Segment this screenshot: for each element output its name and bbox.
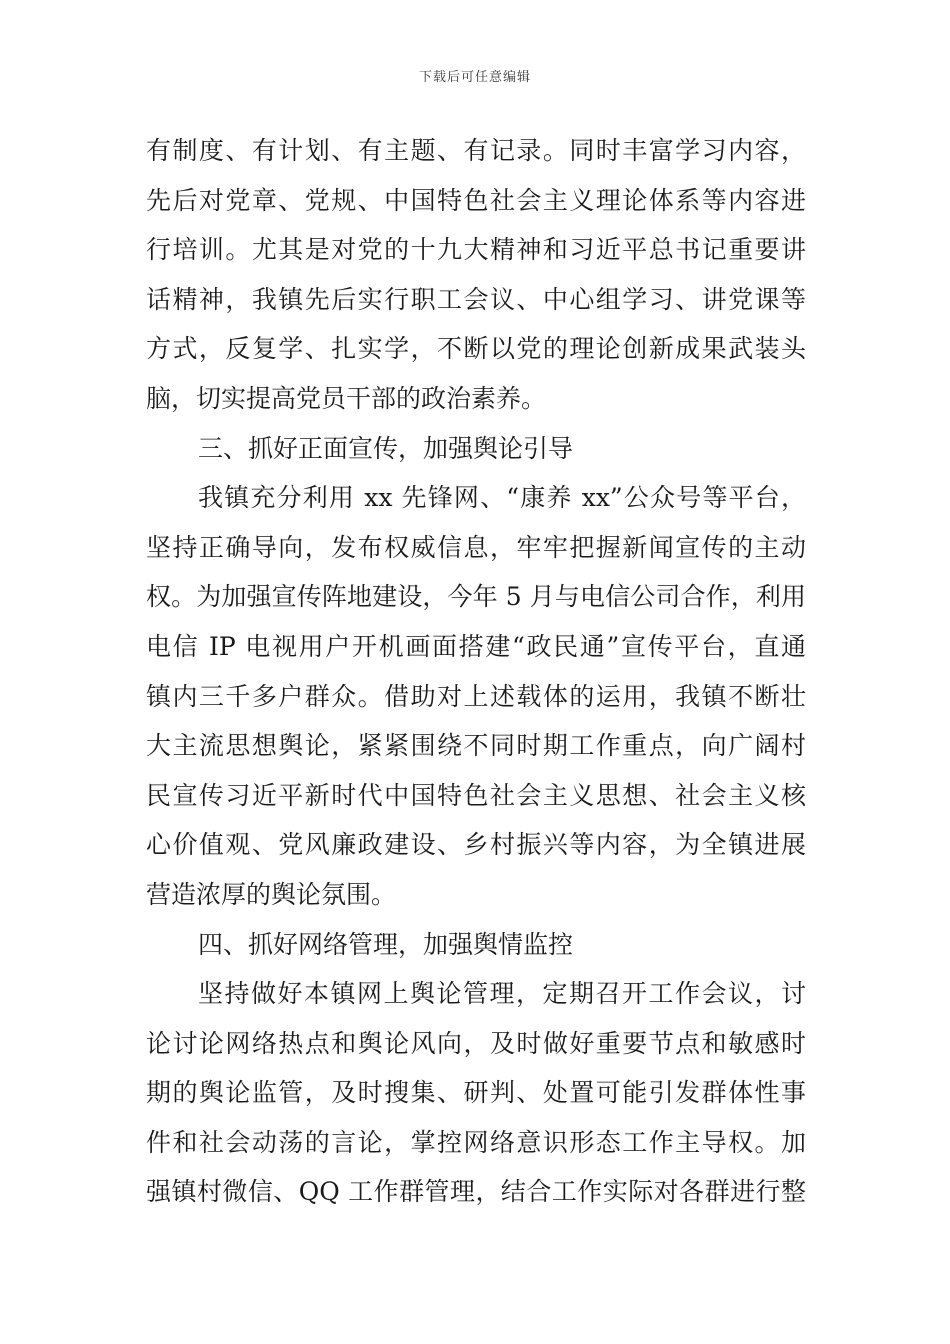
text-line: 坚持正确导向，发布权威信息，牢牢把握新闻宣传的主动 — [146, 532, 806, 562]
text-line: 心价值观、党风廉政建设、乡村振兴等内容，为全镇进展 — [146, 830, 806, 860]
text-line: 有制度、有计划、有主题、有记录。同时丰富学习内容， — [146, 136, 806, 165]
text-line: 我镇充分利用 xx 先锋网、“康养 xx”公众号等平台， — [198, 483, 806, 513]
text-line: 权。为加强宣传阵地建设，今年 5 月与电信公司合作，利用 — [146, 582, 806, 612]
document-body — [146, 126, 806, 1217]
text-line: 民宣传习近平新时代中国特色社会主义思想、社会主义核 — [146, 780, 806, 810]
section-heading: 四、抓好网络管理，加强舆情监控 — [198, 929, 574, 959]
text-line: 大主流思想舆论，紧紧围绕不同时期工作重点，向广阔村 — [146, 731, 806, 761]
text-line: 镇内三千多户群众。借助对上述载体的运用，我镇不断壮 — [146, 681, 806, 711]
text-line: 行培训。尤其是对党的十九大精神和习近平总书记重要讲 — [146, 235, 806, 265]
text-line: 营造浓厚的舆论氛围。 — [146, 879, 397, 909]
text-line: 强镇村微信、QQ 工作群管理，结合工作实际对各群进行整 — [146, 1177, 806, 1207]
page-header: 下载后可任意编辑 — [418, 70, 531, 85]
text-line: 坚持做好本镇网上舆论管理，定期召开工作会议，讨 — [198, 979, 806, 1009]
text-line: 件和社会动荡的言论，掌控网络意识形态工作主导权。加 — [146, 1127, 806, 1157]
text-line: 方式，反复学、扎实学，不断以党的理论创新成果武装头 — [146, 334, 806, 364]
text-line: 脑，切实提高党员干部的政治素养。 — [146, 383, 547, 413]
text-line: 论讨论网络热点和舆论风向，及时做好重要节点和敏感时 — [146, 1028, 806, 1058]
text-line: 电信 IP 电视用户开机画面搭建“政民通”宣传平台，直通 — [146, 631, 806, 661]
section-heading: 三、抓好正面宣传，加强舆论引导 — [198, 433, 574, 463]
text-line: 先后对党章、党规、中国特色社会主义理论体系等内容进 — [146, 185, 806, 215]
text-line: 期的舆论监管，及时搜集、研判、处置可能引发群体性事 — [146, 1078, 806, 1108]
text-line: 话精神，我镇先后实行职工会议、中心组学习、讲党课等 — [146, 284, 806, 314]
